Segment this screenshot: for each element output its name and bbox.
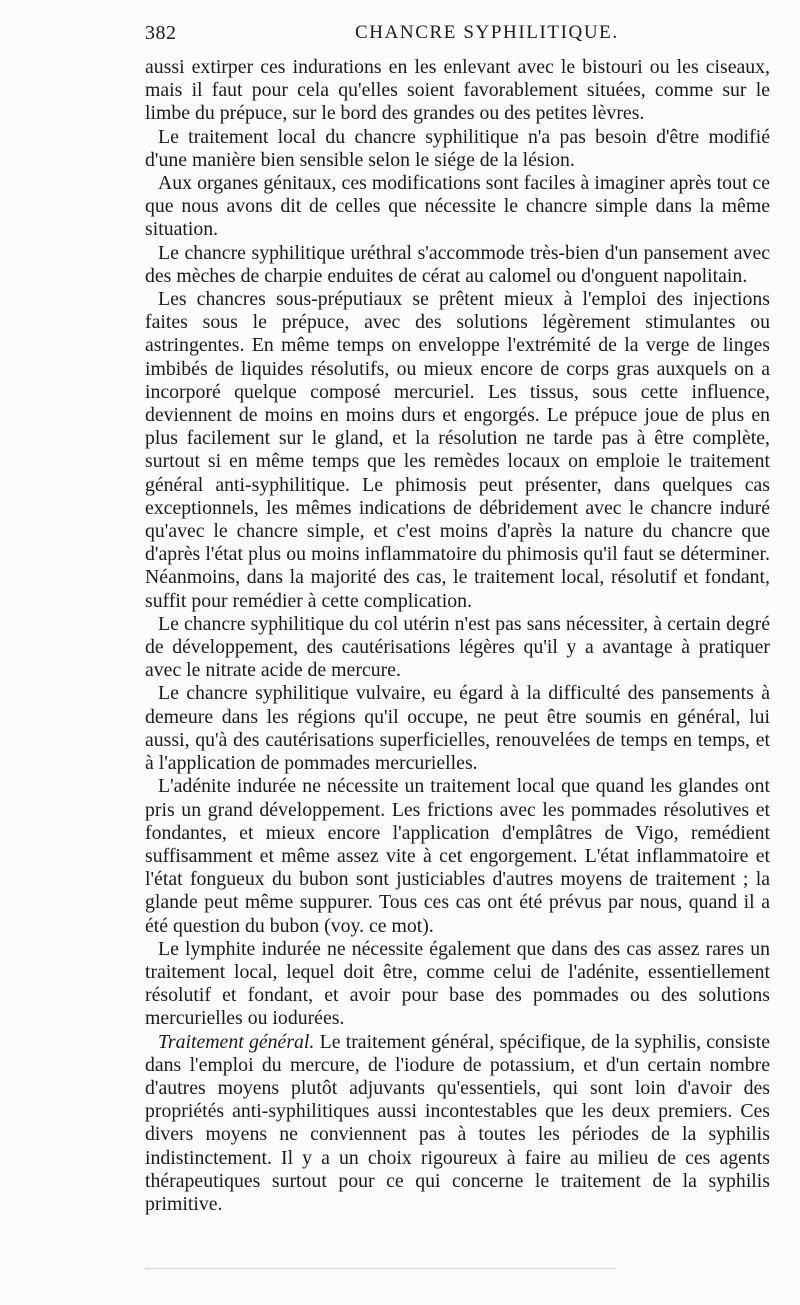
running-title: CHANCRE SYPHILITIQUE.	[355, 22, 619, 43]
section-run-in-heading: Traitement général.	[158, 1030, 315, 1053]
paragraph-indurated-lymphitis: Le lymphite indurée ne nécessite également que dans des cas assez rares un traitement local, lequel doit être, comme celui de l'adénite, essentiellement résolutif et fondant, et avoir pour base des pommades ou des solutions mercurielles ou iodurées.	[145, 937, 770, 1030]
paragraph-subpreputial-chancres: Les chancres sous-préputiaux se prêtent mieux à l'emploi des injections faites sous le prépuce, avec des solutions légèrement stimulantes ou astringentes. En même temps on enveloppe l'extrémité de la verge de linges imbibés de liquides résolutifs, ou mieux encore de corps gras auxquels on a incorporé quelque composé mercuriel. Les tissus, sous cette influence, deviennent de moins en moins durs et engorgés. Le prépuce joue de plus en plus facilement sur le gland, et la résolution ne tarde pas à être complète, surtout si en même temps que les remèdes locaux on emploie le traitement général anti-syphilitique. Le phimosis peut présenter, dans quelques cas exceptionnels, les mêmes indications de débridement avec le chancre induré qu'avec le chancre simple, et c'est moins d'après la nature du chancre que d'après l'état plus ou moins inflammatoire du phimosis qu'il faut se déterminer. Néanmoins, dans la majorité des cas, le traitement local, résolutif et fondant, suffit pour remédier à cette complication.	[145, 288, 770, 612]
paragraph-urethral-chancre: Le chancre syphilitique uréthral s'accommode très-bien d'un pansement avec des mèches de charpie enduites de cérat au calomel ou d'onguent napolitain.	[145, 241, 770, 287]
paragraph-vulvar-chancre: Le chancre syphilitique vulvaire, eu égard à la difficulté des pansements à demeure dans les régions qu'il occupe, ne peut être soumis en général, lui aussi, qu'à des cautérisations superficielles, renouvelées de temps en temps, et à l'application de pommades mercurielles.	[145, 682, 770, 775]
paragraph-general-treatment	[145, 1031, 770, 1217]
paragraph-continued: aussi extirper ces indurations en les enlevant avec le bistouri ou les ciseaux, mais il faut pour cela qu'elles soient favorablement situées, comme sur le limbe du prépuce, sur le bord des grandes ou des petites lèvres.	[145, 56, 770, 125]
body-text	[145, 56, 770, 1216]
paragraph-indurated-adenitis: L'adénite indurée ne nécessite un traitement local que quand les glandes ont pris un grand développement. Les frictions avec les pommades résolutives et fondantes, et mieux encore l'application d'emplâtres de Vigo, remédient suffisamment et même assez vite à cet engorgement. L'état inflammatoire et l'état fongueux du bubon sont justiciables d'autres moyens de traitement ; la glande peut même suppurer. Tous ces cas ont été prévus par nous, quand il a été question du bubon (voy. ce mot).	[145, 775, 770, 937]
running-head	[145, 22, 770, 52]
general-treatment-text: Le traitement général, spécifique, de la syphilis, consiste dans l'emploi du mercure, de l'iodure de potassium, et d'un certain nombre d'autres moyens plutôt adjuvants qu'essentiels, qui sont loin d'avoir des propriétés anti-syphilitiques aussi incontestables que les deux premiers. Ces divers moyens ne conviennent pas à toutes les périodes de la syphilis indistinctement. Il y a un choix rigoureux à faire au milieu de ces agents thérapeutiques surtout pour ce qui concerne le traitement de la syphilis primitive.	[145, 1030, 770, 1215]
page-number: 382	[145, 22, 177, 44]
paragraph-cervical-chancre: Le chancre syphilitique du col utérin n'est pas sans nécessiter, à certain degré de développement, des cautérisations légères qu'il y a avantage à pratiquer avec le nitrate acide de mercure.	[145, 612, 770, 682]
paragraph-genital-organs: Aux organes génitaux, ces modifications sont faciles à imaginer après tout ce que nous avons dit de celles que nécessite le chancre simple dans la même situation.	[145, 172, 770, 241]
bottom-dotted-rule	[145, 1268, 615, 1269]
paragraph-local-treatment: Le traitement local du chancre syphilitique n'a pas besoin d'être modifié d'une manière bien sensible selon le siége de la lésion.	[145, 125, 770, 171]
